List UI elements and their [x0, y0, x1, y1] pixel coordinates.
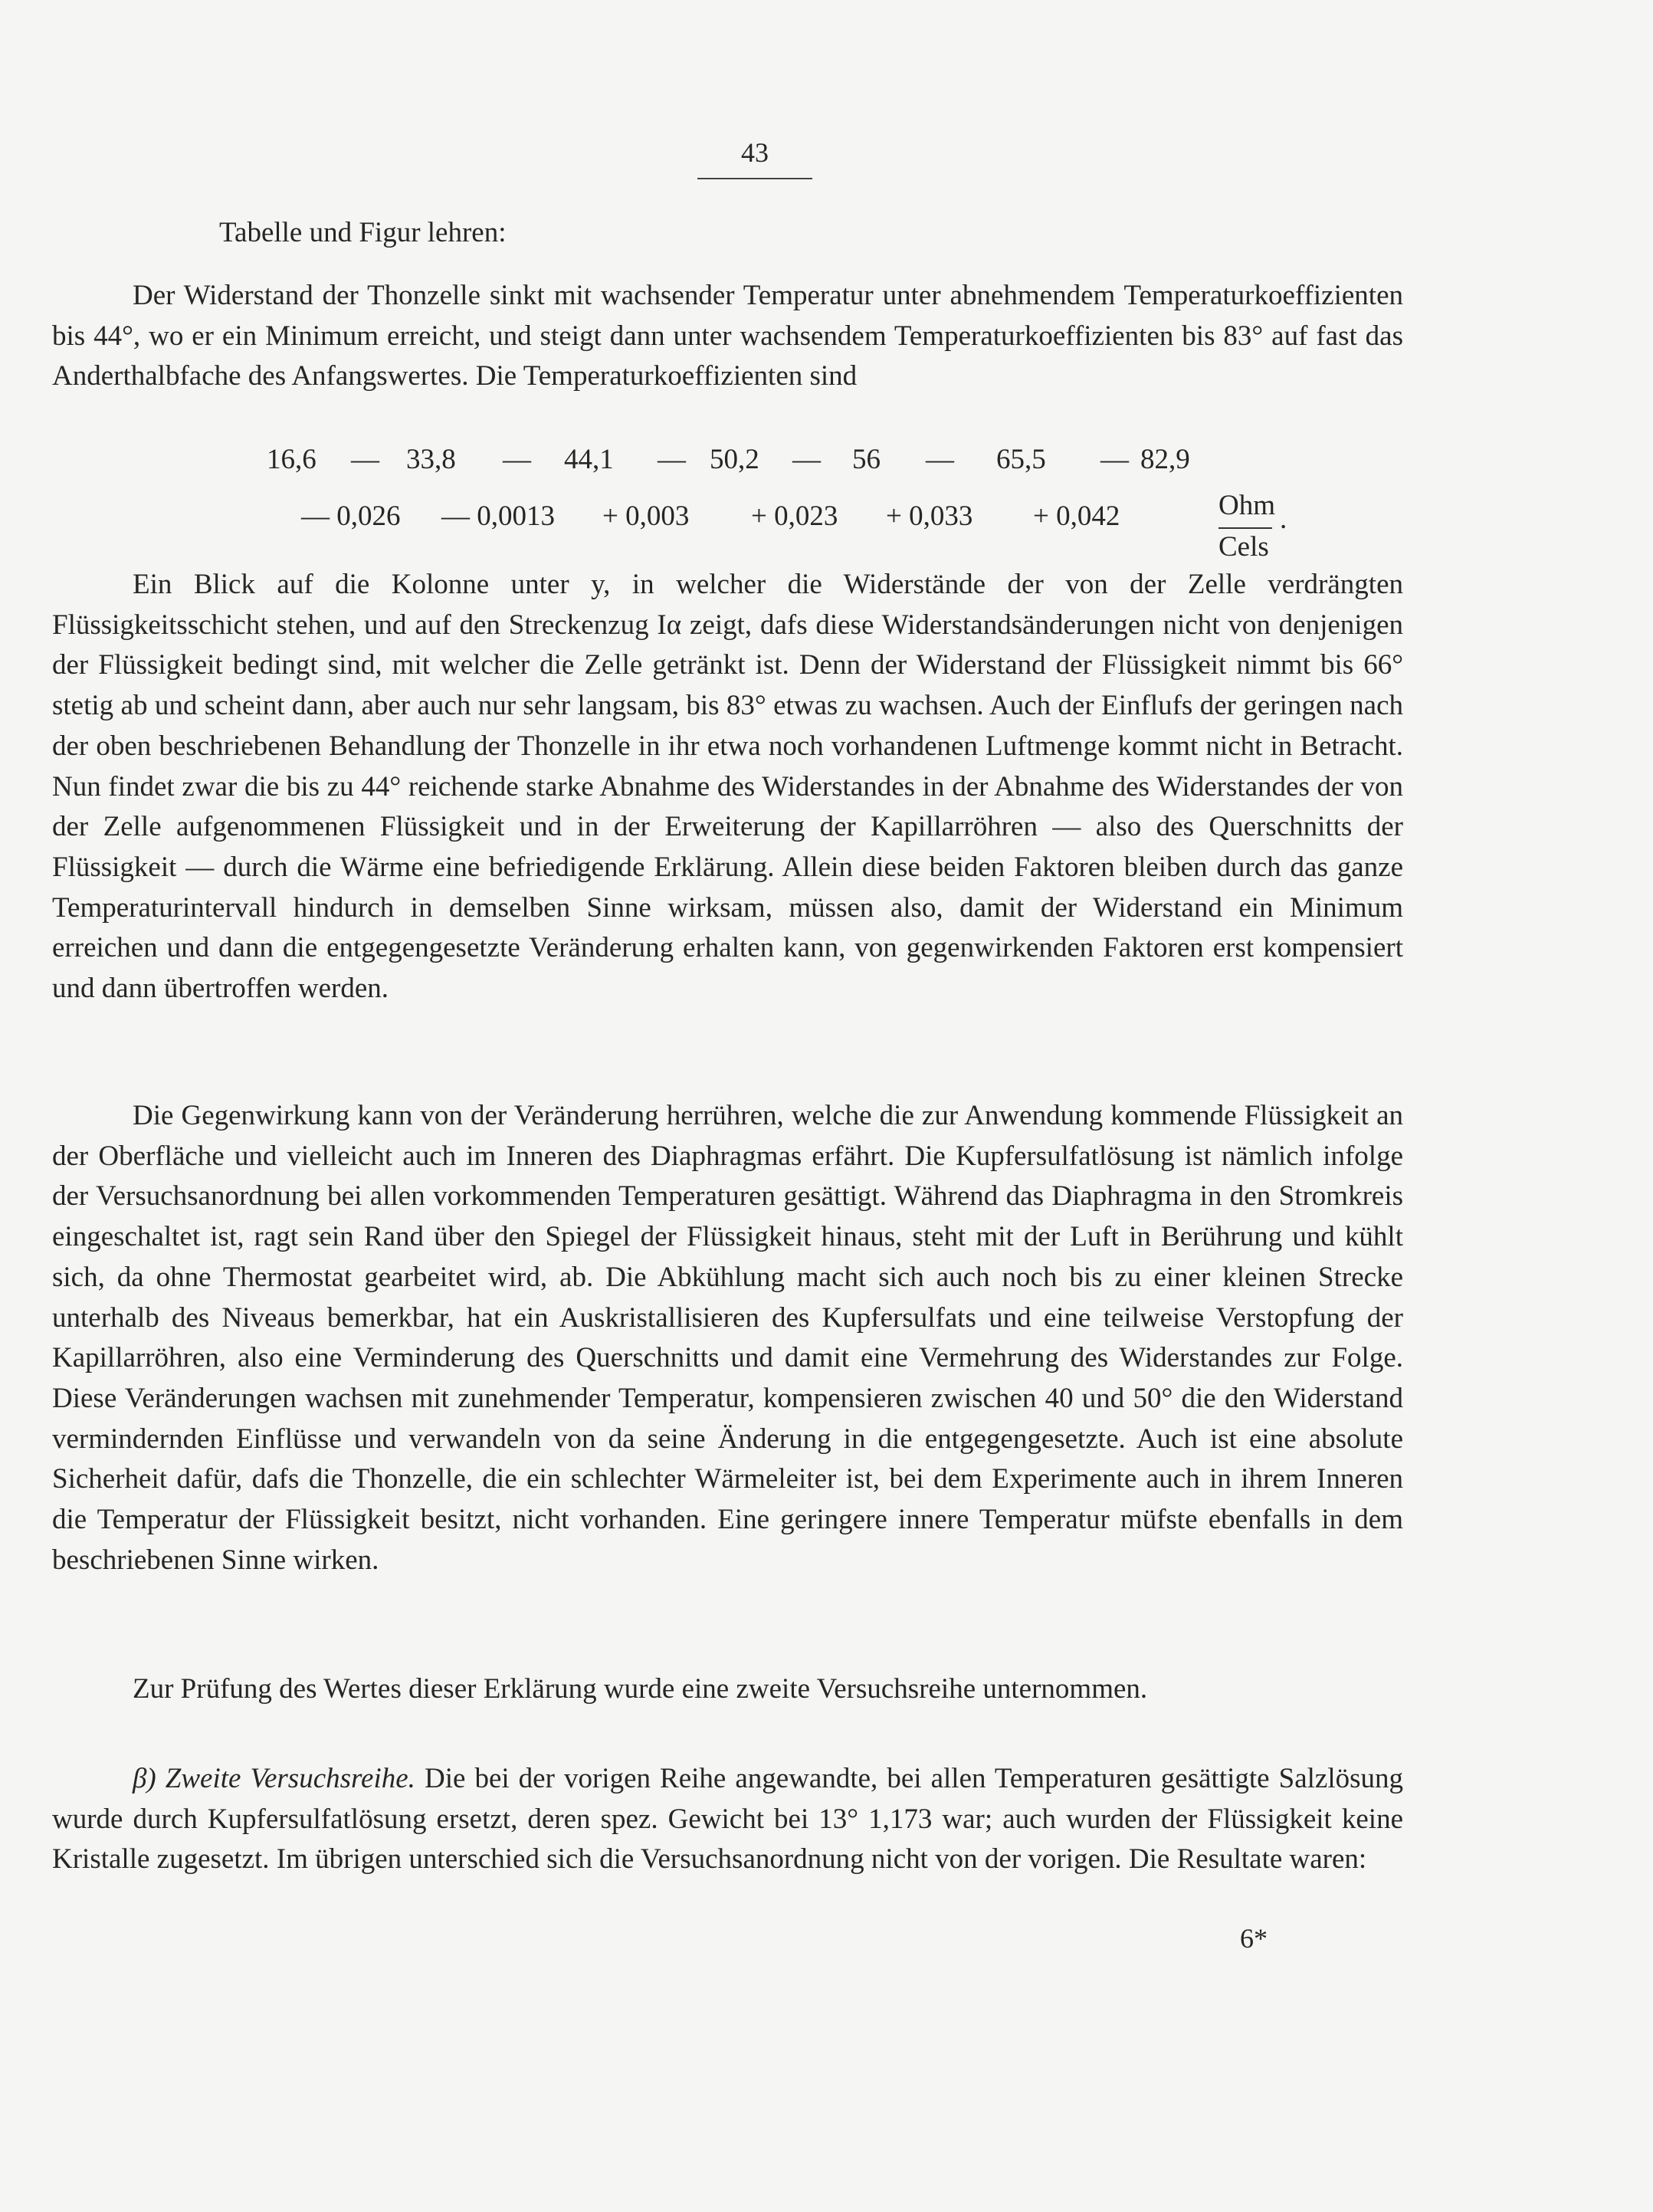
coeff-value: — 0,0013	[441, 500, 555, 532]
paragraph-2	[52, 565, 1403, 1009]
paragraph-3	[52, 1096, 1403, 1580]
temp-dash: —	[351, 444, 379, 475]
unit-trailing-dot: .	[1280, 504, 1287, 535]
intro-block	[52, 213, 1403, 254]
coeff-value: + 0,003	[602, 500, 690, 532]
temp-dash: —	[1100, 444, 1129, 475]
temp-value: 65,5	[996, 444, 1046, 475]
paragraph-4	[52, 1669, 1403, 1710]
temp-dash: —	[926, 444, 954, 475]
paragraph-1-text: Der Widerstand der Thonzelle sinkt mit wachsender Temperatur unter abnehmendem Temperaturkoeffizienten bis 44°, wo er ein Minimum erreicht, und steigt dann unter wachsendem Temperaturkoeffizienten bis 83° auf fast das Anderthalbfache des Anfangswertes. Die Temperaturkoeffizienten sind	[52, 280, 1403, 392]
unit-fraction-bar	[1218, 527, 1272, 529]
paragraph-4-text: Zur Prüfung des Wertes dieser Erklärung wurde eine zweite Versuchsreihe unternommen.	[133, 1673, 1148, 1705]
header-rule	[697, 178, 812, 179]
temp-value: 33,8	[406, 444, 456, 475]
coeff-value: + 0,033	[886, 500, 973, 532]
unit-numerator: Ohm	[1218, 490, 1275, 521]
temp-dash: —	[658, 444, 686, 475]
signature-mark: 6*	[1240, 1923, 1268, 1954]
unit-denominator: Cels	[1218, 531, 1269, 563]
paragraph-5	[52, 1759, 1403, 1880]
paragraph-2-text: Ein Blick auf die Kolonne unter y, in welcher die Widerstände der von der Zelle verdrängten Flüssigkeitsschicht stehen, und auf den Streckenzug Iα zeigt, dafs diese Widerstandsänderungen nicht von denjenigen der Flüssigkeit bedingt sind, mit welcher die Zelle getränkt ist. Denn der Widerstand der Flüssigkeit nimmt bis 66° stetig ab und scheint dann, aber auch nur sehr langsam, bis 83° etwas zu wachsen. Auch der Einflufs der geringen nach der oben beschriebenen Behandlung der Thonzelle in ihr etwa noch vorhandenen Luftmenge kommt nicht in Betracht. Nun findet zwar die bis zu 44° reichende starke Abnahme des Widerstandes in der Abnahme des Widerstandes der von der Zelle aufgenommenen Flüssigkeit und in der Erweiterung der Kapillarröhren — also des Querschnitts der Flüssigkeit — durch die Wärme eine befriedigende Erklärung. Allein diese beiden Faktoren bleiben durch das ganze Temperaturintervall hindurch in demselben Sinne wirksam, müssen also, damit der Widerstand ein Minimum erreichen und dann die entgegengesetzte Veränderung erhalten kann, von gegenwirkenden Faktoren erst kompensiert und dann übertroffen werden.	[52, 569, 1403, 1005]
coeff-value: + 0,023	[751, 500, 838, 532]
paragraph-1	[52, 276, 1403, 397]
section-heading: β) Zweite Versuchsreihe.	[133, 1763, 415, 1794]
coeff-value: + 0,042	[1033, 500, 1120, 532]
temp-value: 44,1	[564, 444, 614, 475]
paragraph-5-body: Die bei der vorigen Reihe angewandte, bei allen Temperaturen gesättigte Salzlösung wurde durch Kupfersulfatlösung ersetzt, deren spez. Gewicht bei 13° 1,173 war; auch wurden der Flüssigkeit keine Kristalle zugesetzt. Im übrigen unterschied sich die Versuchsanordnung nicht von der vorigen. Die Resultate waren:	[52, 1763, 1404, 1876]
temp-dash: —	[503, 444, 531, 475]
temp-value: 56	[852, 444, 881, 475]
temp-dash: —	[792, 444, 821, 475]
paragraph-5-text	[52, 1759, 1403, 1880]
intro-text: Tabelle und Figur lehren:	[219, 217, 507, 248]
temp-value: 50,2	[710, 444, 759, 475]
paragraph-3-text: Die Gegenwirkung kann von der Veränderung herrühren, welche die zur Anwendung kommende Flüssigkeit an der Oberfläche und vielleicht auch im Inneren des Diaphragmas erfährt. Die Kupfersulfatlösung ist nämlich infolge der Versuchsanordnung bei allen vorkommenden Temperaturen gesättigt. Während das Diaphragma in den Stromkreis eingeschaltet ist, ragt sein Rand über den Spiegel der Flüssigkeit hinaus, steht mit der Luft in Berührung und kühlt sich, da ohne Thermostat gearbeitet wird, ab. Die Abkühlung macht sich auch noch bis zu einer kleinen Strecke unterhalb des Niveaus bemerkbar, hat ein Auskristallisieren des Kupfersulfats und eine teilweise Verstopfung der Kapillarröhren, also eine Verminderung des Querschnitts und damit eine Vermehrung des Widerstandes zur Folge. Diese Veränderungen wachsen mit zunehmender Temperatur, kompensieren zwischen 40 und 50° die den Widerstand vermindernden Einflüsse und verwandeln von da seine Änderung in die entgegengesetzte. Auch ist eine absolute Sicherheit dafür, dafs die Thonzelle, die ein schlechter Wärmeleiter ist, bei dem Experimente auch in ihrem Inneren die Temperatur der Flüssigkeit besitzt, nicht vorhanden. Eine geringere innere Temperatur müfste ebenfalls in dem beschriebenen Sinne wirken.	[52, 1100, 1403, 1576]
temp-value: 16,6	[267, 444, 316, 475]
coeff-value: — 0,026	[301, 500, 401, 532]
page-number: 43	[741, 137, 769, 168]
temp-value: 82,9	[1140, 444, 1190, 475]
